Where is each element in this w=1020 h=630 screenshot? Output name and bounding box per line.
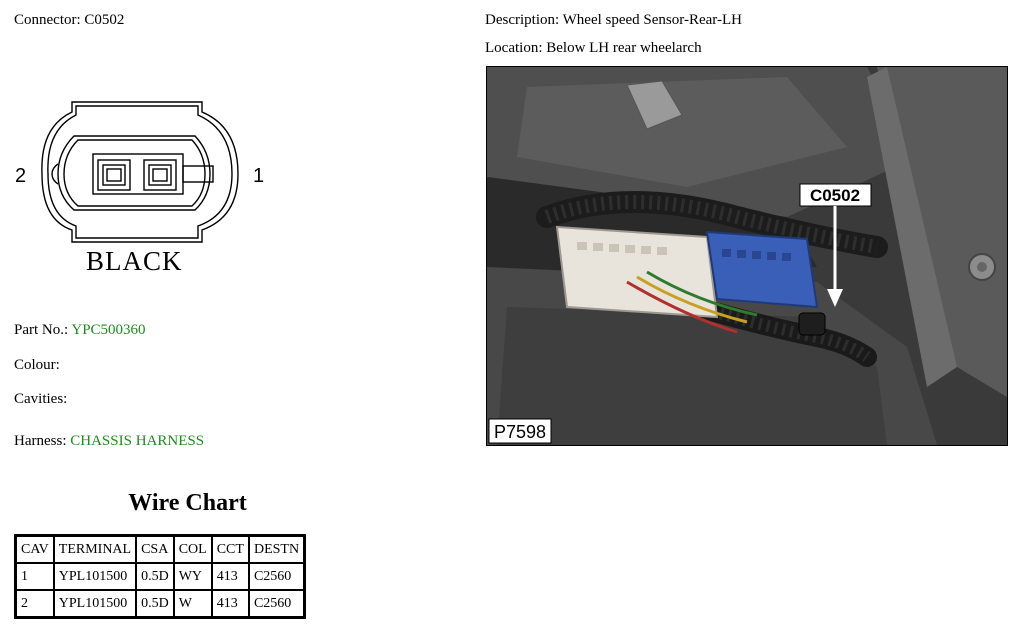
harness-line <box>14 432 204 450</box>
wire-chart-title: Wire Chart <box>128 490 247 516</box>
description-line <box>485 11 742 29</box>
wire-chart-table <box>14 534 306 619</box>
table-row <box>16 590 305 618</box>
cell-cav: 2 <box>16 590 54 618</box>
pin-label-2: 2 <box>15 165 27 187</box>
cell-cct: 413 <box>212 563 249 590</box>
photo-reference-label: P7598 <box>494 422 547 442</box>
wire-chart-header-row <box>16 536 305 564</box>
column-header-destn: DESTN <box>249 536 305 564</box>
location-label: Location: <box>485 40 543 56</box>
column-header-col: COL <box>174 536 212 564</box>
part-number-line <box>14 321 146 339</box>
connector-label: Connector: <box>14 12 81 28</box>
location-photo-illustration <box>487 67 1007 445</box>
column-header-cav: CAV <box>16 536 54 564</box>
cell-destn: C2560 <box>249 590 305 618</box>
cell-terminal: YPL101500 <box>54 563 136 590</box>
cell-terminal: YPL101500 <box>54 590 136 618</box>
description-value: Wheel speed Sensor-Rear-LH <box>562 12 742 28</box>
table-row <box>16 563 305 590</box>
connector-color-label: BLACK <box>86 246 183 276</box>
colour-label: Colour: <box>14 357 60 373</box>
cell-destn: C2560 <box>249 563 305 590</box>
cell-col: WY <box>174 563 212 590</box>
cell-cct: 413 <box>212 590 249 618</box>
column-header-cct: CCT <box>212 536 249 564</box>
photo-callout-label: C0502 <box>809 186 861 205</box>
location-photo <box>486 66 1008 446</box>
location-line <box>485 39 702 57</box>
cell-col: W <box>174 590 212 618</box>
column-header-terminal: TERMINAL <box>54 536 136 564</box>
cell-cav: 1 <box>16 563 54 590</box>
description-label: Description: <box>485 12 560 28</box>
harness-label: Harness: <box>14 433 67 449</box>
cell-csa: 0.5D <box>136 563 174 590</box>
cavities-label: Cavities: <box>14 391 68 407</box>
location-value: Below LH rear wheelarch <box>546 40 702 56</box>
part-number-value: YPC500360 <box>71 322 146 338</box>
connector-face-diagram <box>10 92 270 282</box>
connector-value: C0502 <box>84 12 125 28</box>
harness-value: CHASSIS HARNESS <box>70 433 205 449</box>
column-header-csa: CSA <box>136 536 174 564</box>
cell-csa: 0.5D <box>136 590 174 618</box>
connector-heading <box>14 11 124 29</box>
part-number-label: Part No.: <box>14 322 69 338</box>
pin-label-1: 1 <box>253 165 265 187</box>
